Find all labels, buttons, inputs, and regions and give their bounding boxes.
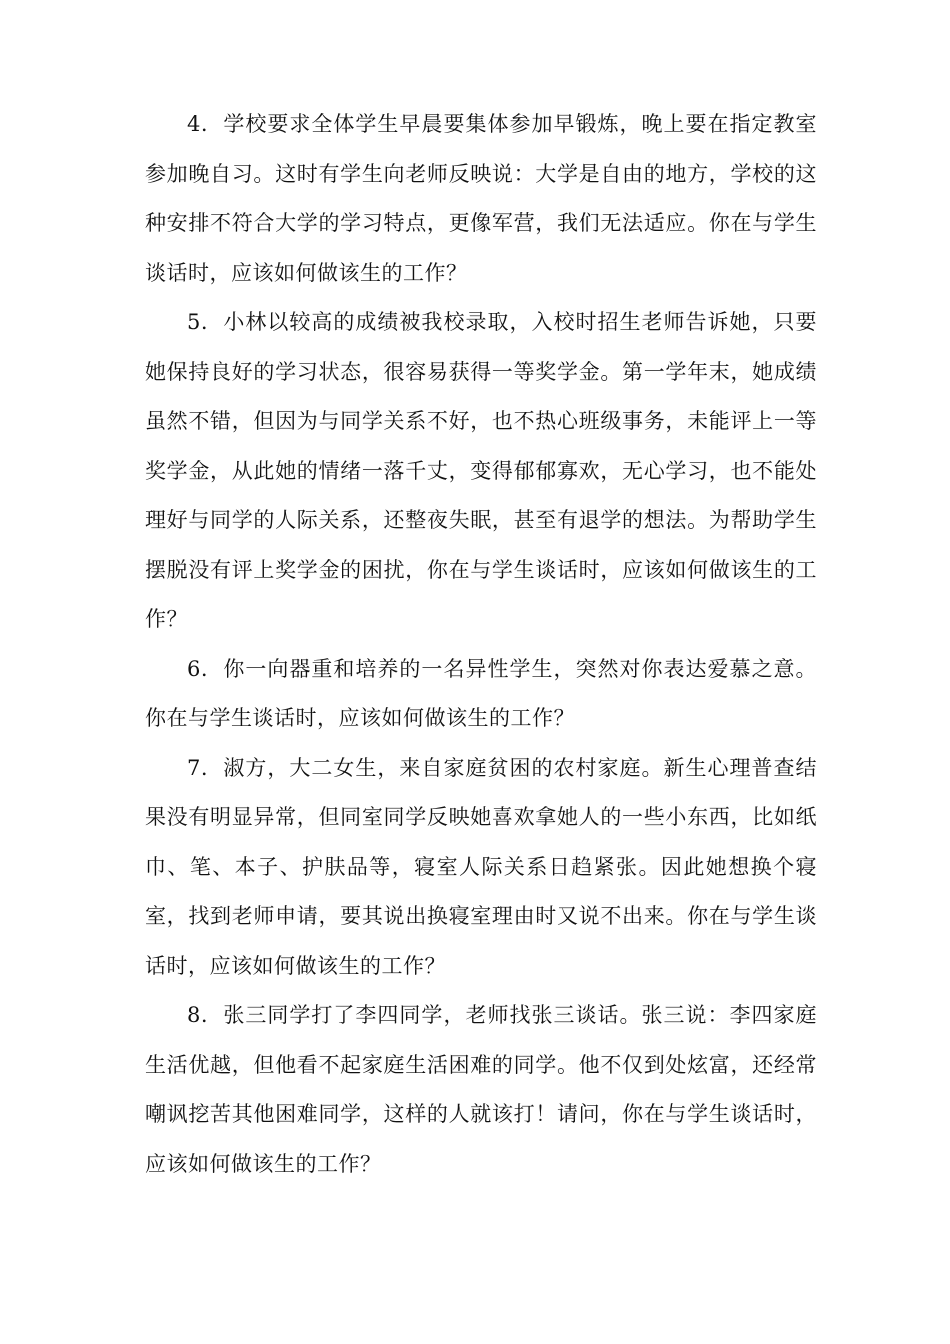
question-5 (145, 298, 817, 645)
question-text: 张三同学打了李四同学，老师找张三谈话。张三说：李四家庭生活优越，但他看不起家庭生活困难的同学。他不仅到处炫富，还经常嘲讽挖苦其他困难同学，这样的人就该打！请问，你在与学生谈话时，应该如何做该生的工作？ (145, 1003, 817, 1176)
question-text: 学校要求全体学生早晨要集体参加早锻炼，晚上要在指定教室参加晚自习。这时有学生向老师反映说：大学是自由的地方，学校的这种安排不符合大学的学习特点，更像军营，我们无法适应。你在与学生谈话时，应该如何做该生的工作？ (145, 112, 817, 285)
question-text: 你一向器重和培养的一名异性学生，突然对你表达爱慕之意。你在与学生谈话时，应该如何做该生的工作？ (145, 656, 817, 730)
question-number: 5. (187, 310, 209, 334)
question-8 (145, 991, 817, 1189)
question-number: 7. (187, 755, 209, 780)
question-text: 小林以较高的成绩被我校录取，入校时招生老师告诉她，只要她保持良好的学习状态，很容易获得一等奖学金。第一学年末，她成绩虽然不错，但因为与同学关系不好，也不热心班级事务，未能评上一等奖学金，从此她的情绪一落千丈，变得郁郁寡欢，无心学习，也不能处理好与同学的人际关系，还整夜失眠，甚至有退学的想法。为帮助学生摆脱没有评上奖学金的困扰，你在与学生谈话时，应该如何做该生的工作？ (145, 310, 817, 631)
question-text: 淑方，大二女生，来自家庭贫困的农村家庭。新生心理普查结果没有明显异常，但同室同学反映她喜欢拿她人的一些小东西，比如纸巾、笔、本子、护肤品等，寝室人际关系日趋紧张。因此她想换个寝室，找到老师申请，要其说出换寝室理由时又说不出来。你在与学生谈话时，应该如何做该生的工作？ (145, 755, 817, 978)
document-page (145, 100, 817, 1189)
question-7 (145, 744, 817, 992)
question-6 (145, 645, 817, 744)
question-4 (145, 100, 817, 298)
question-number: 8. (187, 1003, 209, 1027)
question-number: 6. (187, 656, 209, 681)
question-number: 4. (187, 112, 209, 136)
